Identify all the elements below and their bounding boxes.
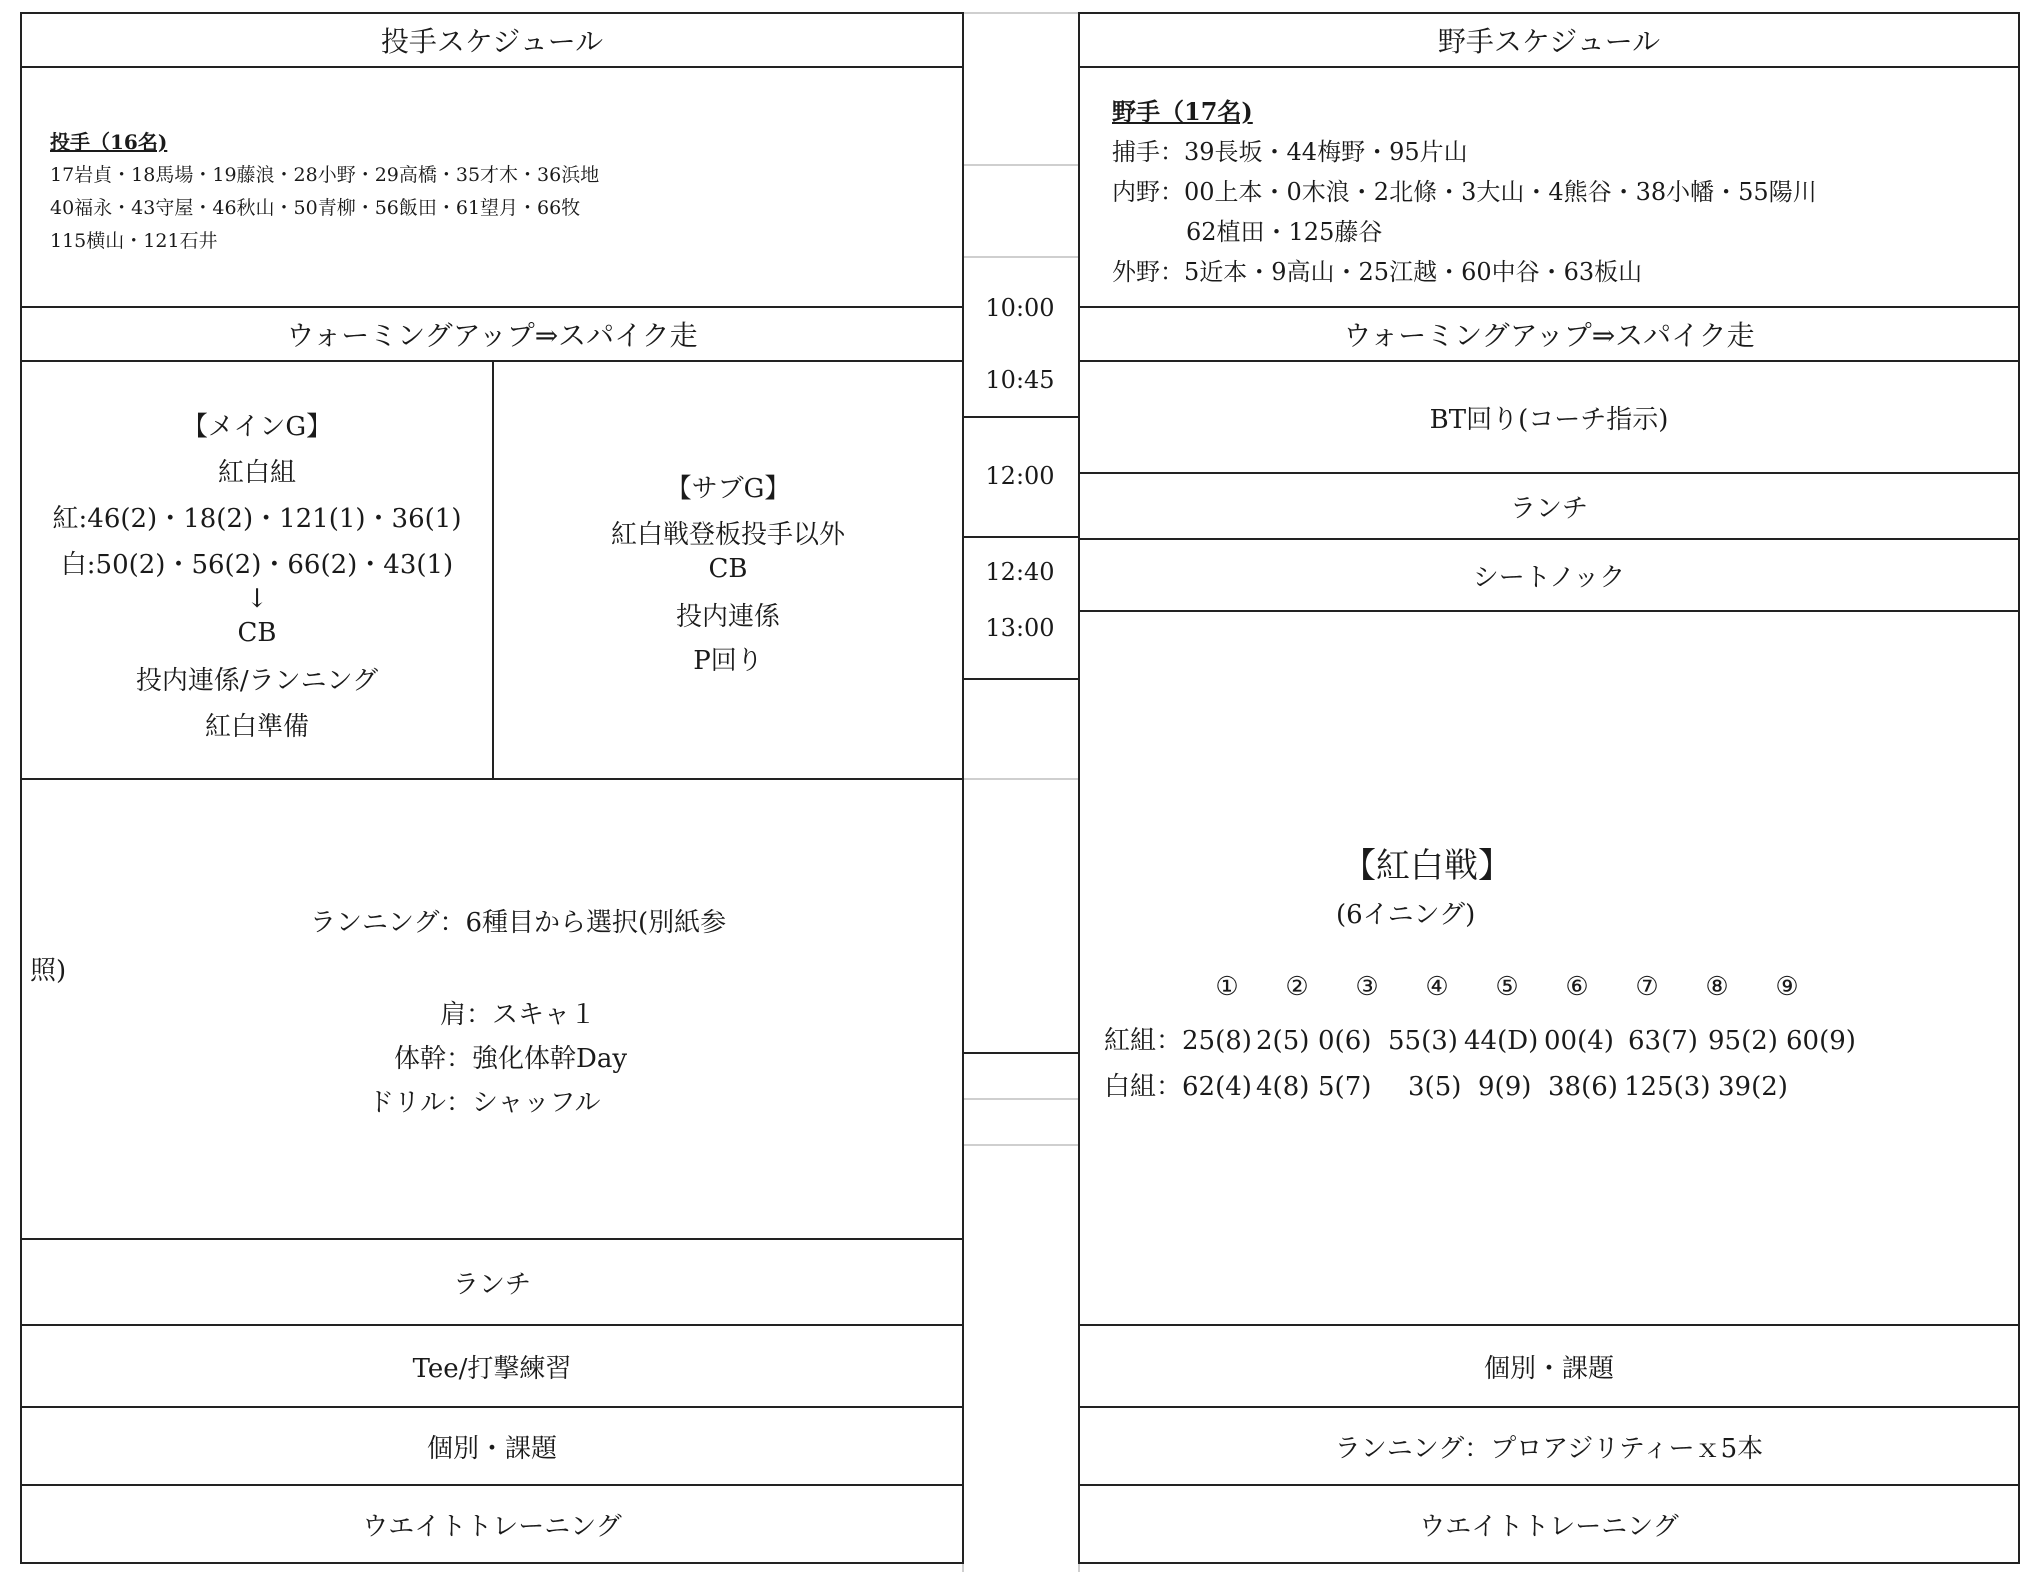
pitcher-roster bbox=[20, 66, 964, 308]
time-label: 10:45 bbox=[985, 366, 1055, 394]
fielder-seat-knock: シートノック bbox=[1078, 538, 2020, 612]
fielder-infield-cont: 62植田・125藤谷 bbox=[1186, 218, 1383, 246]
lineup-entry: 39(2) bbox=[1718, 1072, 1788, 1102]
lineup-entry: 125(3) bbox=[1624, 1072, 1711, 1102]
main-group-subtitle: 紅白組 bbox=[217, 458, 296, 488]
fielder-lunch: ランチ bbox=[1078, 472, 2020, 540]
time-divider bbox=[962, 416, 1080, 418]
pitcher-schedule-title: 投手スケジュール bbox=[20, 12, 964, 68]
running-drill: ドリル：シャッフル bbox=[368, 1088, 601, 1118]
order-number: ① bbox=[1215, 972, 1239, 1002]
fielder-roster-heading: 野手（17名) bbox=[1112, 97, 1253, 126]
main-group-item: 紅白準備 bbox=[204, 712, 309, 742]
pitcher-roster-line: 40福永・43守屋・46秋山・50青柳・56飯田・61望月・66牧 bbox=[50, 197, 581, 219]
order-number: ⑦ bbox=[1635, 972, 1659, 1002]
lineup-entry: 5(7) bbox=[1318, 1072, 1372, 1102]
pitcher-roster-line: 17岩貞・18馬場・19藤浪・28小野・29高橋・35才木・36浜地 bbox=[50, 164, 600, 186]
pitcher-tee: Tee/打撃練習 bbox=[20, 1324, 964, 1408]
pitcher-individual: 個別・課題 bbox=[20, 1406, 964, 1486]
time-label: 10:00 bbox=[985, 294, 1055, 322]
main-group-item: 投内連係/ランニング bbox=[135, 666, 379, 696]
pitcher-main-group bbox=[20, 360, 494, 780]
lineup-entry: 00(4) bbox=[1544, 1026, 1614, 1056]
time-divider bbox=[962, 678, 1080, 680]
pitcher-sub-group bbox=[492, 360, 964, 780]
fielder-roster bbox=[1078, 66, 2020, 308]
main-group-item: CB bbox=[237, 618, 277, 648]
order-number: ④ bbox=[1425, 972, 1449, 1002]
lineup-entry: 62(4) bbox=[1182, 1072, 1252, 1102]
time-grid-line bbox=[962, 778, 1080, 780]
lineup-entry: 95(2) bbox=[1708, 1026, 1778, 1056]
lineup-entry: 2(5) bbox=[1256, 1026, 1310, 1056]
fielder-catchers: 捕手：39長坂・44梅野・95片山 bbox=[1112, 138, 1468, 166]
time-label: 12:40 bbox=[985, 558, 1055, 586]
order-number: ② bbox=[1285, 972, 1309, 1002]
team-label: 紅組： bbox=[1104, 1026, 1183, 1056]
pitcher-roster-heading: 投手（16名) bbox=[50, 130, 168, 154]
red-team-lineup bbox=[1104, 1020, 1856, 1057]
arrow-down-icon: ↓ bbox=[246, 584, 268, 614]
fielder-outfield: 外野：5近本・9高山・25江越・60中谷・63板山 bbox=[1112, 258, 1643, 286]
order-number: ⑤ bbox=[1495, 972, 1519, 1002]
lineup-entry: 9(9) bbox=[1478, 1072, 1532, 1102]
lineup-entry: 4(8) bbox=[1256, 1072, 1310, 1102]
sub-group-item: 紅白戦登板投手以外 bbox=[610, 520, 845, 550]
lineup-entry: 63(7) bbox=[1628, 1026, 1698, 1056]
running-core: 体幹：強化体幹Day bbox=[394, 1044, 628, 1074]
running-line: ランニング：6種目から選択(別紙参 bbox=[310, 908, 727, 938]
lineup-entry: 44(D) bbox=[1464, 1026, 1539, 1056]
fielder-infield: 内野：00上本・0木浪・2北條・3大山・4熊谷・38小幡・55陽川 bbox=[1112, 178, 1817, 206]
fielder-running: ランニング：プロアジリティーｘ5本 bbox=[1078, 1406, 2020, 1486]
white-team-lineup bbox=[1104, 1066, 1788, 1103]
sub-group-item: CB bbox=[708, 554, 748, 584]
main-group-red: 紅:46(2)・18(2)・121(1)・36(1) bbox=[52, 504, 462, 534]
order-number: ⑧ bbox=[1705, 972, 1729, 1002]
team-label: 白組： bbox=[1104, 1072, 1183, 1102]
fielder-warmup: ウォーミングアップ⇒スパイク走 bbox=[1078, 306, 2020, 362]
game-title: 【紅白戦】 bbox=[1342, 846, 1512, 886]
lineup-entry: 60(9) bbox=[1786, 1026, 1856, 1056]
pitcher-warmup: ウォーミングアップ⇒スパイク走 bbox=[20, 306, 964, 362]
main-group-white: 白:50(2)・56(2)・66(2)・43(1) bbox=[60, 550, 454, 580]
time-divider bbox=[962, 1052, 1080, 1054]
pitcher-running bbox=[20, 778, 964, 1240]
fielder-individual: 個別・課題 bbox=[1078, 1324, 2020, 1408]
lineup-entry: 55(3) bbox=[1388, 1026, 1458, 1056]
time-grid-line bbox=[962, 1098, 1080, 1100]
sub-group-item: 投内連係 bbox=[675, 602, 780, 632]
batting-order-numbers bbox=[1192, 972, 1822, 1002]
pitcher-roster-line: 115横山・121石井 bbox=[50, 230, 218, 252]
sub-group-item: P回り bbox=[693, 646, 763, 676]
time-grid-line bbox=[962, 1144, 1080, 1146]
game-innings: (6イニング) bbox=[1336, 900, 1476, 930]
time-grid-line bbox=[962, 256, 1080, 258]
time-grid-line bbox=[962, 164, 1080, 166]
sub-group-title: 【サブG】 bbox=[665, 474, 791, 504]
lineup-entry: 0(6) bbox=[1318, 1026, 1372, 1056]
lineup-entry: 25(8) bbox=[1182, 1026, 1252, 1056]
time-grid-line bbox=[962, 12, 1080, 14]
main-group-title: 【メインG】 bbox=[181, 412, 333, 442]
fielder-red-white-game bbox=[1078, 610, 2020, 1326]
time-label: 12:00 bbox=[985, 462, 1055, 490]
time-divider bbox=[962, 536, 1080, 538]
running-shoulder: 肩：スキャ１ bbox=[440, 1000, 597, 1030]
lineup-entry: 3(5) bbox=[1408, 1072, 1462, 1102]
time-label: 13:00 bbox=[985, 614, 1055, 642]
fielder-weight: ウエイトトレーニング bbox=[1078, 1484, 2020, 1564]
pitcher-lunch: ランチ bbox=[20, 1238, 964, 1326]
order-number: ⑥ bbox=[1565, 972, 1589, 1002]
lineup-entry: 38(6) bbox=[1548, 1072, 1618, 1102]
running-line-wrap: 照) bbox=[30, 956, 67, 986]
order-number: ③ bbox=[1355, 972, 1379, 1002]
fielder-schedule-title: 野手スケジュール bbox=[1078, 12, 2020, 68]
order-number: ⑨ bbox=[1775, 972, 1799, 1002]
pitcher-weight: ウエイトトレーニング bbox=[20, 1484, 964, 1564]
fielder-bt: BT回り(コーチ指示) bbox=[1078, 360, 2020, 474]
